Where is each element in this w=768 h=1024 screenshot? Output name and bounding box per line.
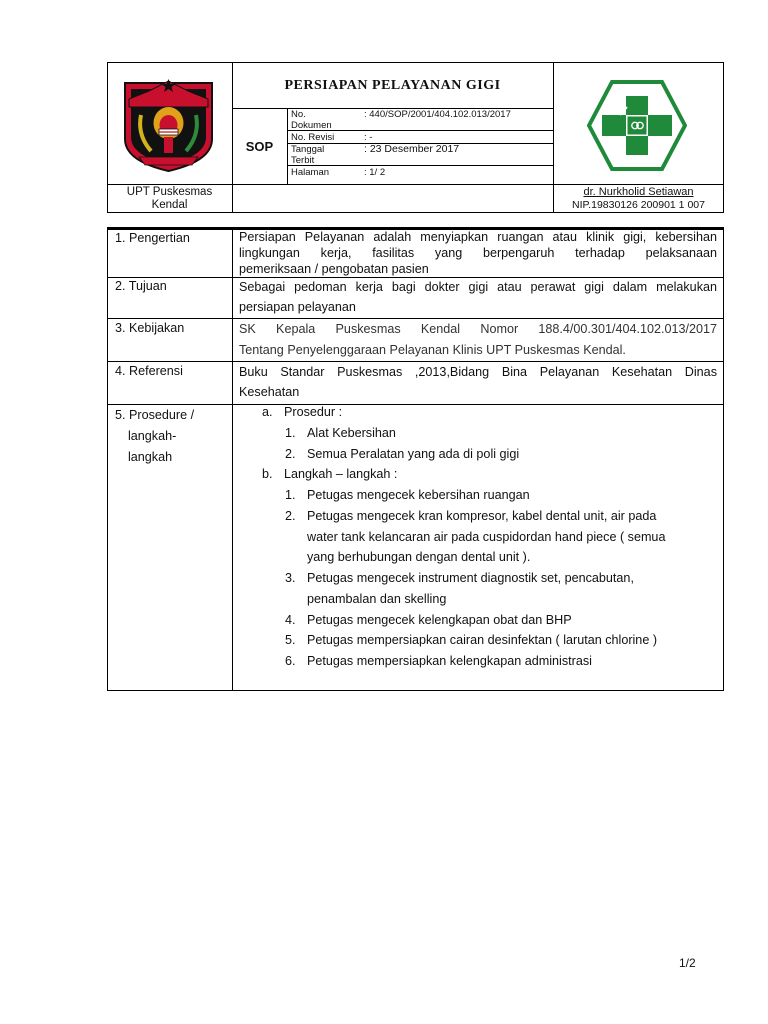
- list-marker-a: a.: [262, 405, 273, 419]
- signer-name: dr. Nurkholid Setiawan: [583, 186, 694, 198]
- document-title: PERSIAPAN PELAYANAN GIGI: [284, 78, 501, 93]
- list-item: Petugas mengecek instrument diagnostik set, pencabutan,: [307, 571, 634, 585]
- header-divider: [107, 184, 724, 185]
- meta-value-no-dokumen: : 440/SOP/2001/404.102.013/2017: [364, 109, 511, 120]
- meta-label-no-revisi: No. Revisi: [291, 132, 335, 143]
- list-item: Semua Peralatan yang ada di poli gigi: [307, 447, 520, 461]
- list-item-continued: penambalan dan skelling: [307, 592, 447, 606]
- label-tujuan: 2. Tujuan: [115, 279, 167, 293]
- page-number: 1/2: [679, 956, 696, 970]
- list-item: Petugas mengecek kran kompresor, kabel dental unit, air pada: [307, 509, 657, 523]
- meta-value-tanggal-terbit: : 23 Desember 2017: [364, 143, 460, 155]
- puskesmas-logo-icon: [587, 79, 687, 172]
- meta-value-no-revisi: : -: [364, 132, 373, 143]
- label-pengertian: 1. Pengertian: [115, 231, 190, 245]
- list-item-number: 2.: [285, 447, 296, 461]
- header-divider: [287, 165, 553, 166]
- list-item: Alat Kebersihan: [307, 426, 396, 440]
- signer-nip: NIP.19830126 200901 1 007: [572, 199, 705, 211]
- label-prosedure: 5. Prosedure / langkah- langkah: [115, 408, 195, 464]
- list-marker-b: b.: [262, 467, 273, 481]
- meta-label-halaman: Halaman: [291, 167, 330, 178]
- text-pengertian: Persiapan Pelayanan adalah menyiapkan ruangan atau klinik gigi, kebersihan lingkungan kerja, fasilitas yang berpengaruh terhadap pelaksanaan pemeriksaan / pengobatan pasien: [239, 230, 717, 276]
- header-divider: [287, 108, 288, 184]
- list-item-number: 2.: [285, 509, 296, 523]
- subheading-langkah: Langkah – langkah :: [284, 467, 398, 481]
- label-referensi: 4. Referensi: [115, 364, 183, 378]
- list-item-number: 5.: [285, 633, 296, 647]
- text-tujuan: Sebagai pedoman kerja bagi dokter gigi atau perawat gigi dalam melakukan persiapan pelayanan: [239, 280, 717, 314]
- org-name: UPT Puskesmas Kendal: [126, 186, 213, 211]
- list-item-number: 4.: [285, 613, 296, 627]
- list-item: Petugas mempersiapkan kelengkapan administrasi: [307, 654, 592, 668]
- list-item-number: 3.: [285, 571, 296, 585]
- list-item-number: 1.: [285, 488, 296, 502]
- sop-label: SOP: [245, 139, 274, 154]
- subheading-prosedur: Prosedur :: [284, 405, 343, 419]
- list-item: Petugas mengecek kebersihan ruangan: [307, 488, 530, 502]
- list-item-number: 6.: [285, 654, 296, 668]
- text-kebijakan: SK Kepala Puskesmas Kendal Nomor 188.4/00.301/404.102.013/2017 Tentang Penyelenggaraan Pelayanan Klinis UPT Puskesmas Kendal.: [239, 322, 717, 357]
- list-item-continued: water tank kelancaran air pada cuspidordan hand piece ( semua: [307, 530, 666, 544]
- list-item: Petugas mengecek kelengkapan obat dan BHP: [307, 613, 572, 627]
- meta-label-tanggal-terbit: Tanggal Terbit: [291, 144, 325, 166]
- kendal-emblem-icon: [121, 77, 216, 173]
- text-referensi: Buku Standar Puskesmas ,2013,Bidang Bina Pelayanan Kesehatan Dinas Kesehatan: [239, 365, 717, 399]
- list-item-number: 1.: [285, 426, 296, 440]
- list-item-continued: yang berhubungan dengan dental unit ).: [307, 550, 531, 564]
- table-col-divider: [232, 229, 233, 691]
- meta-label-no-dokumen: No. Dokumen: [291, 109, 332, 131]
- list-item: Petugas mempersiapkan cairan desinfektan ( larutan chlorine ): [307, 633, 658, 647]
- table-row-divider: [107, 404, 724, 405]
- meta-value-halaman: : 1/ 2: [364, 167, 386, 178]
- label-kebijakan: 3. Kebijakan: [115, 321, 185, 335]
